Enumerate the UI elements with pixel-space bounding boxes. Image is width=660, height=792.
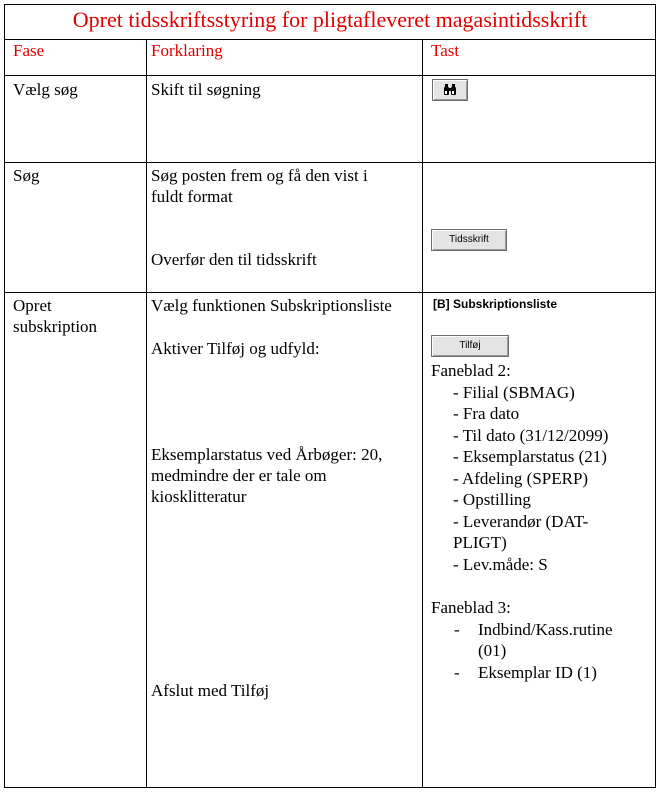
row3-forklaring-line5: kiosklitteratur [151, 487, 247, 506]
faneblad2-item: - Eksemplarstatus (21) [453, 447, 607, 466]
faneblad2-item: - Fra dato [453, 404, 520, 423]
row2-fase: Søg [13, 166, 40, 185]
subskriptionsliste-menu-item[interactable]: [B] Subskriptionsliste [433, 297, 558, 311]
row3-forklaring-line6: Afslut med Tilføj [151, 681, 270, 700]
binoculars-icon [443, 88, 457, 99]
row3-fase-line2: subskription [13, 317, 98, 336]
row3-fase-line1: Opret [13, 296, 52, 315]
row-divider [5, 162, 655, 163]
column-divider [146, 39, 147, 787]
document-title: Opret tidsskriftsstyring for pligtafleveret magasintidsskrift [5, 5, 655, 40]
faneblad3-bullet: - [454, 663, 460, 682]
header-forklaring: Forklaring [151, 41, 223, 60]
faneblad2-item: - Leverandør (DAT- [453, 512, 589, 531]
faneblad2-item-continued: PLIGT) [453, 533, 507, 552]
faneblad3-title: Faneblad 3: [431, 598, 511, 617]
faneblad2-item: - Filial (SBMAG) [453, 383, 575, 402]
row3-forklaring-line2: Aktiver Tilføj og udfyld: [151, 339, 320, 358]
header-fase: Fase [13, 41, 45, 60]
faneblad2-item: - Lev.måde: S [453, 555, 548, 574]
tilfoej-button[interactable]: Tilføj [431, 335, 509, 357]
faneblad3-bullet: - [454, 620, 460, 639]
faneblad2-title: Faneblad 2: [431, 361, 511, 380]
search-button[interactable] [432, 79, 468, 101]
row3-forklaring-line4: medmindre der er tale om [151, 466, 327, 485]
row3-forklaring-line1: Vælg funktionen Subskriptionsliste [151, 296, 392, 315]
row2-forklaring-line2: fuldt format [151, 187, 233, 206]
faneblad2-item: - Opstilling [453, 490, 531, 509]
row-divider [5, 75, 655, 76]
faneblad3-item: Indbind/Kass.rutine [478, 620, 613, 639]
row3-forklaring-line3: Eksemplarstatus ved Årbøger: 20, [151, 445, 383, 464]
header-tast: Tast [431, 41, 460, 60]
faneblad2-item: - Afdeling (SPERP) [453, 469, 589, 488]
faneblad3-item-continued: (01) [478, 641, 507, 660]
document-table [4, 4, 656, 788]
row1-forklaring: Skift til søgning [151, 80, 261, 99]
row-divider [5, 292, 655, 293]
row1-fase: Vælg søg [13, 80, 78, 99]
column-divider [422, 39, 423, 787]
faneblad2-item: - Til dato (31/12/2099) [453, 426, 609, 445]
row2-forklaring-line1: Søg posten frem og få den vist i [151, 166, 368, 185]
row2-forklaring-line3: Overfør den til tidsskrift [151, 250, 317, 269]
tidsskrift-button[interactable]: Tidsskrift [431, 229, 507, 251]
faneblad3-item: Eksemplar ID (1) [478, 663, 597, 682]
